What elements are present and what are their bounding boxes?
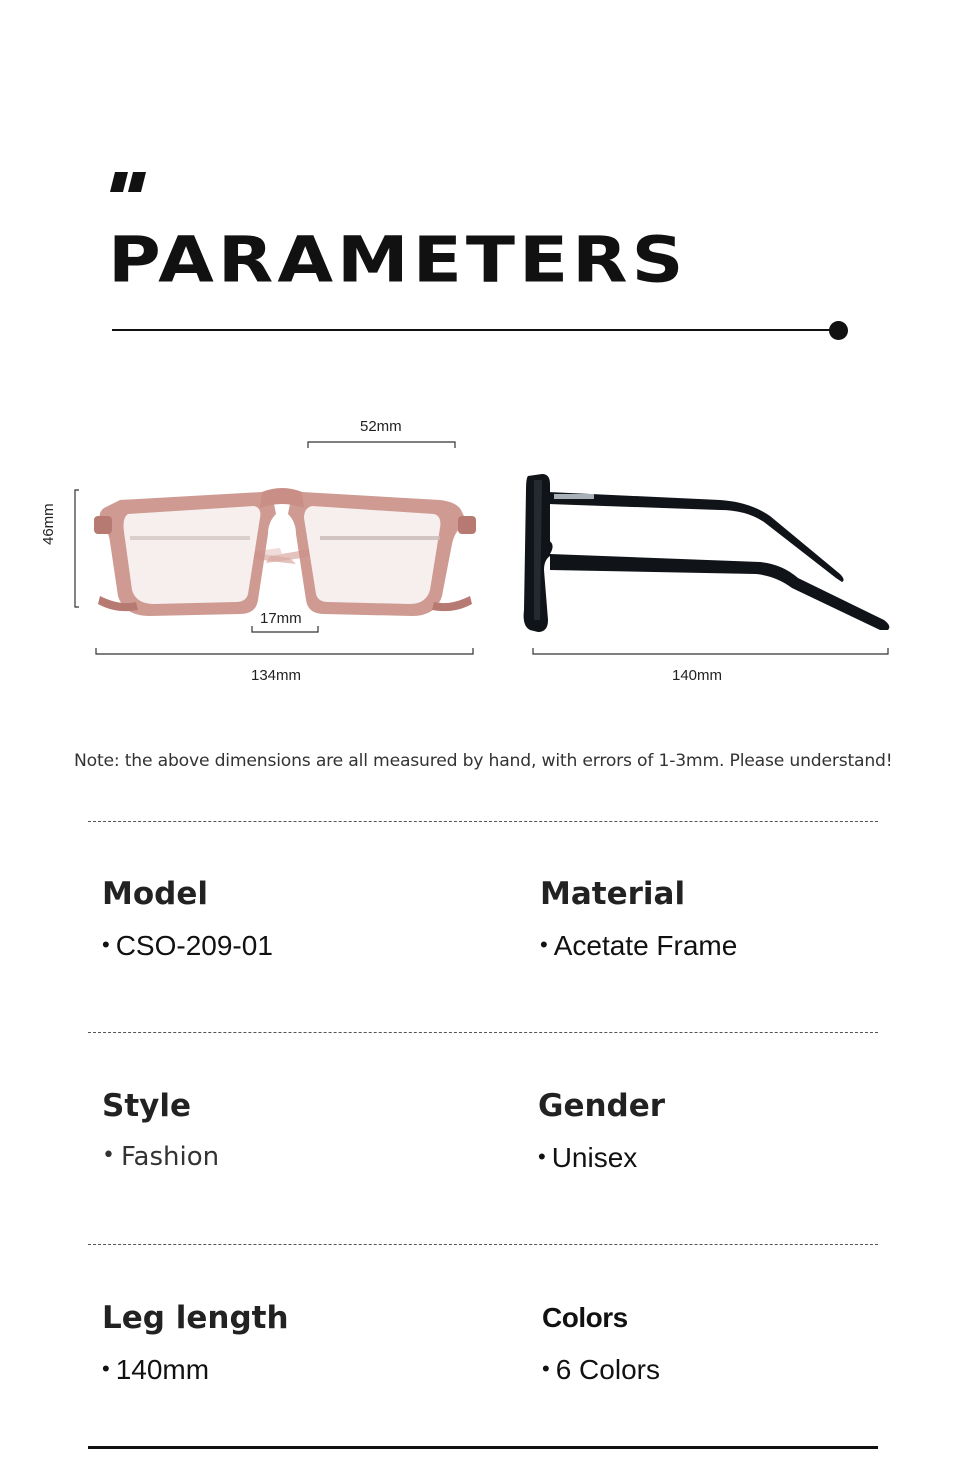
param-style: Style • Fashion xyxy=(102,1088,220,1172)
side-view-glasses-image xyxy=(520,470,892,640)
lens-width-label: 52mm xyxy=(360,418,402,435)
param-label: Style xyxy=(102,1088,192,1124)
title-divider xyxy=(112,329,832,331)
param-leg-length: Leg length • 140mm xyxy=(102,1300,289,1385)
divider xyxy=(88,1032,878,1033)
param-value: Acetate Frame xyxy=(553,930,738,961)
double-quote-icon xyxy=(110,172,148,192)
param-value: Fashion xyxy=(120,1142,220,1172)
bridge-width-label: 17mm xyxy=(260,610,302,627)
param-label: Colors xyxy=(542,1302,628,1333)
lens-height-label: 46mm xyxy=(40,503,57,545)
page-title: PARAMETERS xyxy=(108,222,688,297)
param-label: Model xyxy=(102,876,208,912)
param-value: CSO-209-01 xyxy=(115,930,273,961)
temple-length-label: 140mm xyxy=(672,667,723,684)
measurement-note: Note: the above dimensions are all measured by hand, with errors of 1-3mm. Please understand! xyxy=(74,751,893,771)
param-model: Model • CSO-209-01 xyxy=(102,876,273,961)
bottom-divider xyxy=(88,1446,878,1449)
side-dimension-line xyxy=(530,648,892,660)
divider xyxy=(88,821,878,822)
front-dimension-lines xyxy=(70,440,480,660)
param-value: Unisex xyxy=(551,1142,638,1173)
title-divider-dot xyxy=(829,321,848,340)
param-label: Leg length xyxy=(102,1300,289,1336)
param-label: Material xyxy=(540,876,686,912)
param-label: Gender xyxy=(538,1088,666,1124)
param-material: Material • Acetate Frame xyxy=(540,876,738,961)
param-gender: Gender • Unisex xyxy=(538,1088,666,1173)
param-value: 6 Colors xyxy=(555,1354,660,1385)
frame-width-label: 134mm xyxy=(251,667,302,684)
param-colors: Colors • 6 Colors xyxy=(542,1302,660,1385)
param-value: 140mm xyxy=(115,1354,210,1385)
divider xyxy=(88,1244,878,1245)
